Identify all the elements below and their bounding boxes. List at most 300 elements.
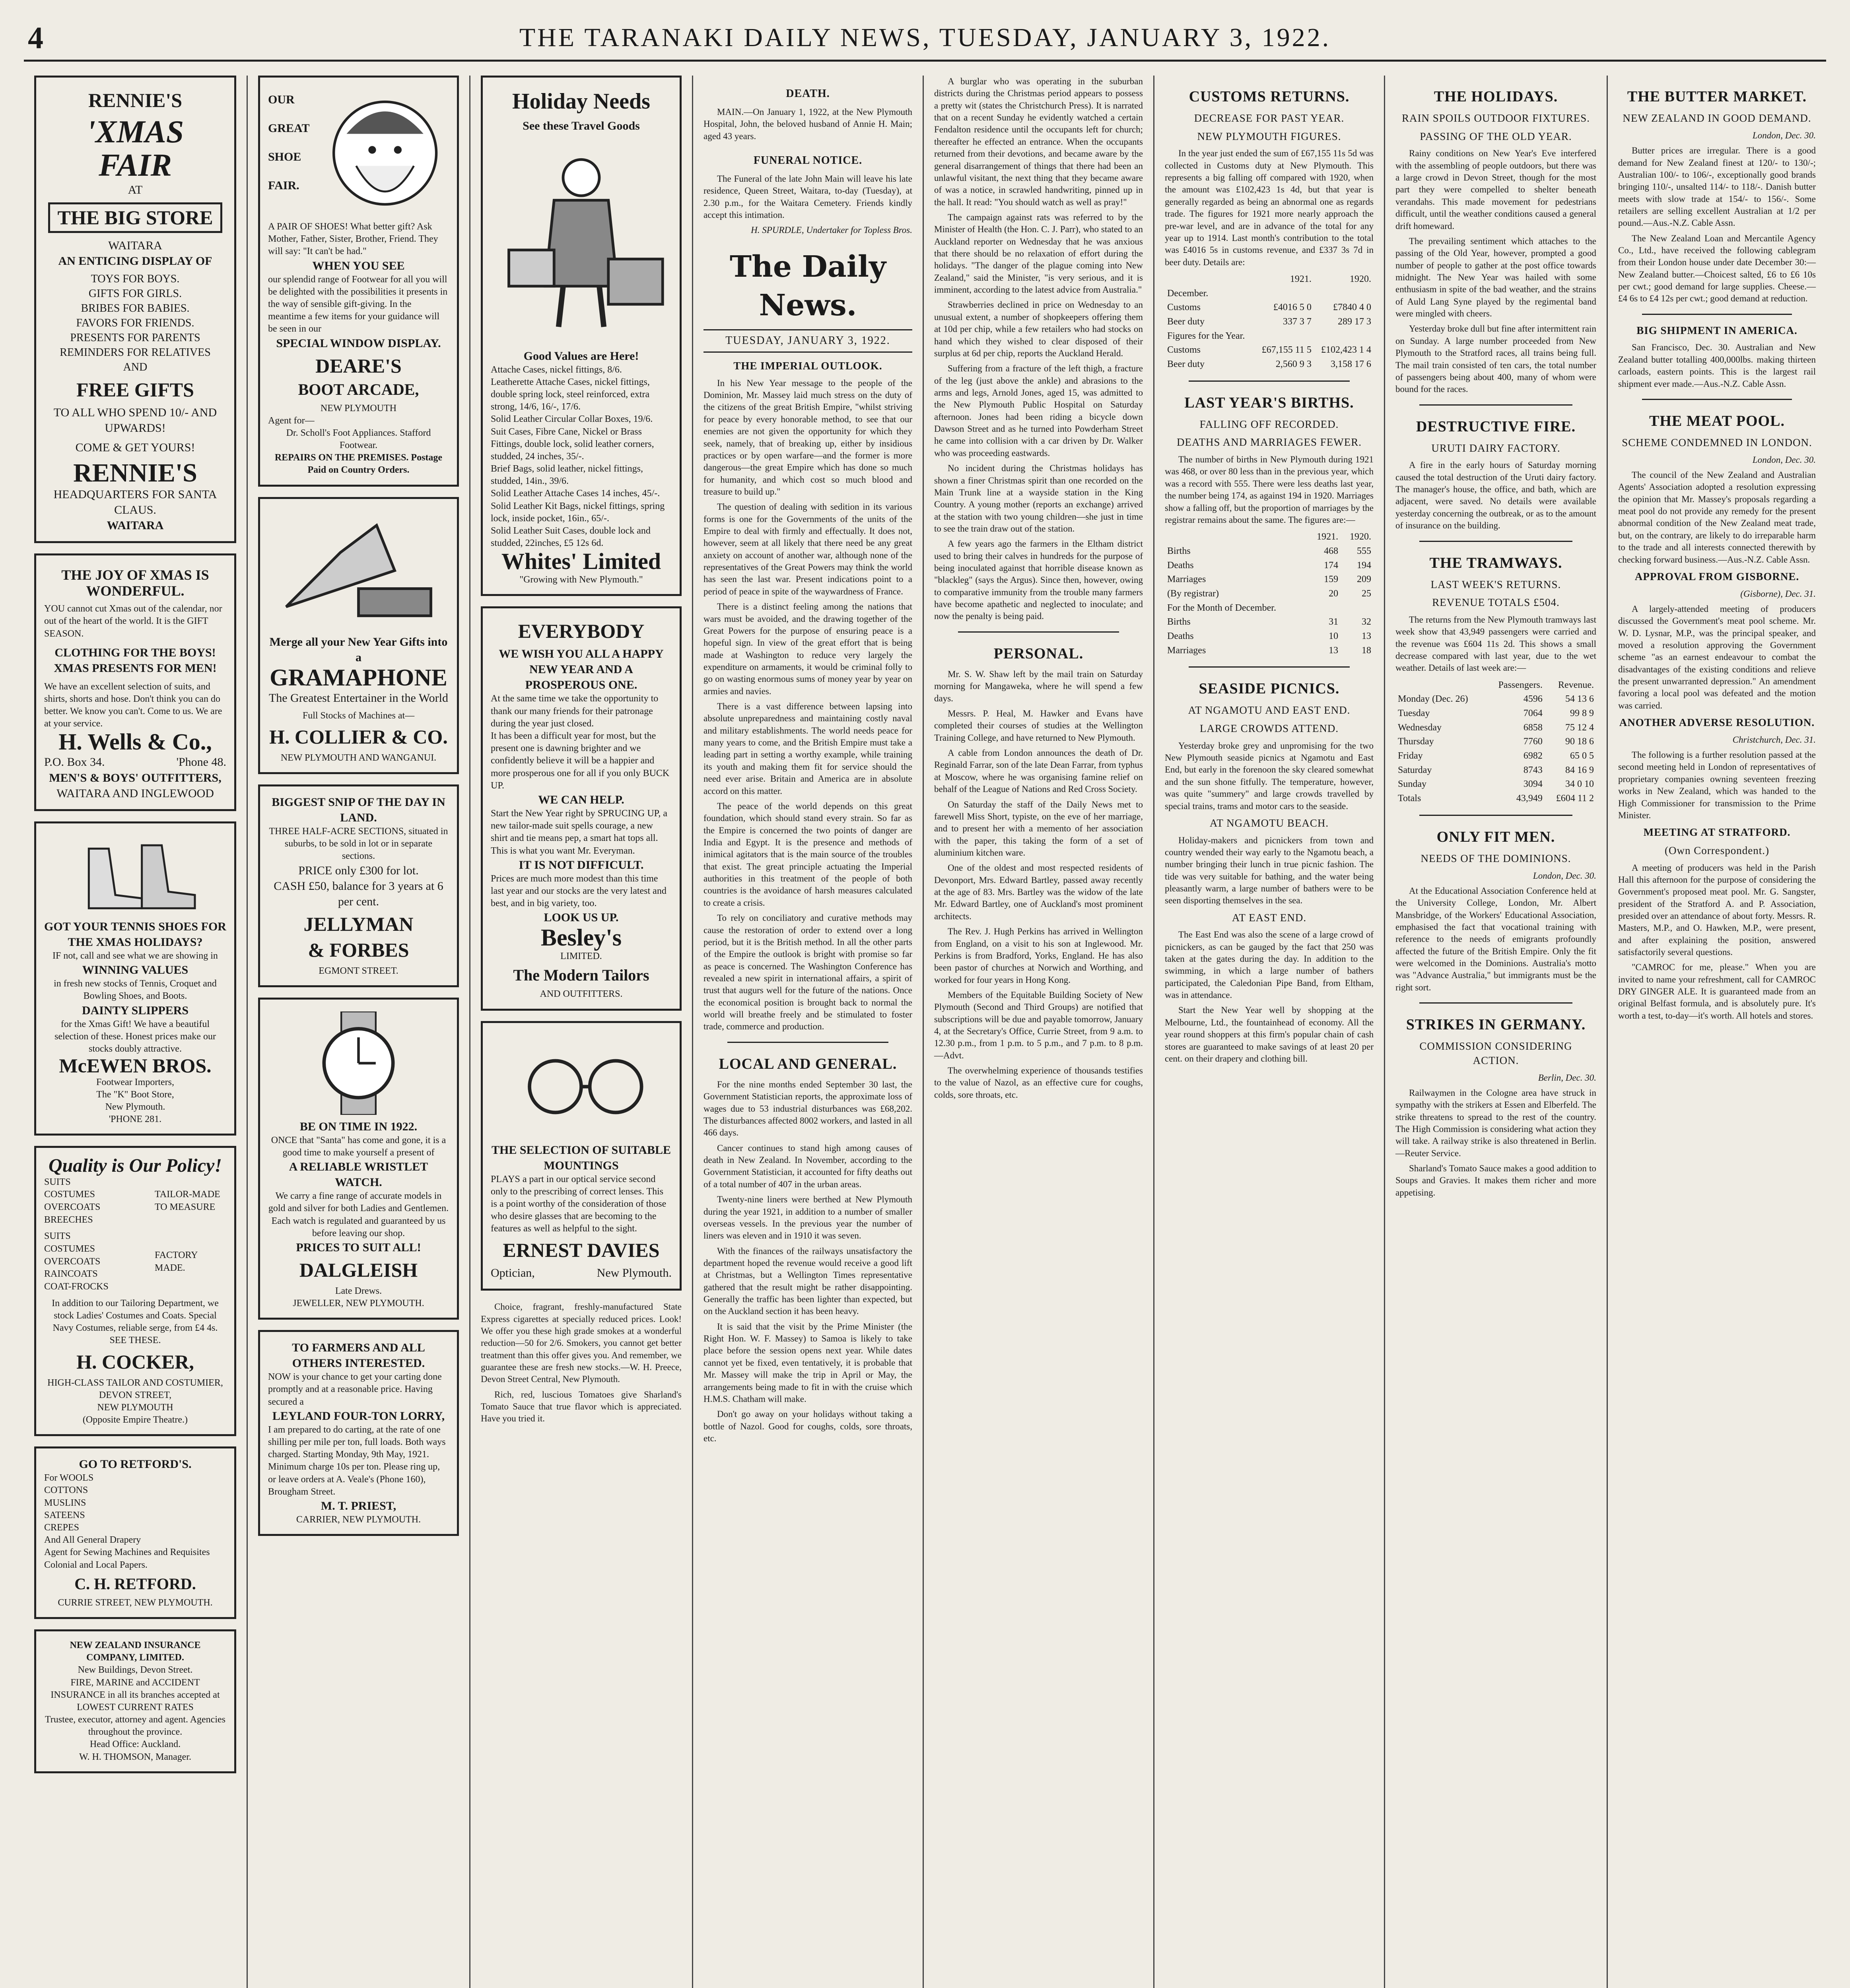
table-header: 1921.: [1290, 274, 1312, 284]
list-item: CREPES: [44, 1522, 80, 1533]
table-cell: 20: [1329, 588, 1339, 599]
retford-name: C. H. RETFORD.: [74, 1574, 196, 1593]
list-item: COSTUMES: [44, 1189, 95, 1200]
davies-ad: [481, 1021, 682, 1291]
santa-illustration: [321, 85, 449, 221]
table-cell: £67,155 11 5: [1261, 345, 1312, 355]
wells-address: P.O. Box 34.: [44, 755, 105, 769]
table-cell: (By registrar): [1167, 588, 1219, 599]
table-header: [1165, 530, 1308, 544]
masthead-title: THE TARANAKI DAILY NEWS, TUESDAY, JANUARY 3, 1922.: [519, 23, 1331, 52]
gramophone-illustration: [268, 511, 449, 630]
table-cell: Thursday: [1398, 736, 1434, 747]
paragraph: San Francisco, Dec. 30. Australian and New Zealand butter totalling 400,000lbs. making thirteen carloads, eastern points. This is the largest rail shipment ever made.—Aus.-N.Z. Cable Assn.: [1618, 342, 1816, 389]
lorry-name: M. T. PRIEST,: [321, 1499, 396, 1512]
divider: [1189, 666, 1350, 668]
paragraph: Twenty-nine liners were berthed at New Plymouth during the year 1921, in addition to a number of smaller overseas vessels. In the previous year the number of liners was eleven and in 1910 it was seven.: [703, 1194, 912, 1241]
table-row: [1165, 315, 1374, 329]
table-cell: 84 16 9: [1565, 765, 1594, 775]
paragraph: For the nine months ended September 30 last, the Government Statistician reports, the approximate loss of wages due to 53 industrial disturbances was £68,202. The disturbances affected 8002 workers, and lasted in all 466 days.: [703, 1079, 912, 1138]
paragraph: Sharland's Tomato Sauce makes a good addition to Soups and Gravies. It makes them richer and more appetising.: [1395, 1163, 1596, 1198]
rennie-big-name: RENNIE'S: [73, 458, 197, 487]
tramways-heading: THE TRAMWAYS.: [1429, 554, 1562, 571]
cocker-factory-made: FACTORY MADE.: [155, 1250, 198, 1273]
list-item: Solid Leather Attache Cases 14 inches, 45/-.: [491, 488, 660, 499]
table-cell: Wednesday: [1398, 722, 1442, 733]
jellyman-forbes: & FORBES: [308, 938, 409, 961]
davies-head: THE SELECTION OF SUITABLE MOUNTINGS: [492, 1143, 671, 1172]
table-cell: 3094: [1523, 779, 1543, 790]
paragraph: A cable from London announces the death of Dr. Reginald Farrar, son of the late Dean Farrar, from typhus at Moscow, where he was organising famine relief on behalf of the League of Nations and Red Cross Society.: [934, 748, 1143, 794]
paragraph: There is a distinct feeling among the nations that wars must be avoided, and the drawing together of the Great Powers for the purpose of ensuring peace is a hopeful sign. In view of the great effort that is being made at Washington to reduce very largely the expenditure on armaments, it would be criminal folly to go on wasting enormous sums of money year by year on armies and navies.: [703, 602, 912, 696]
deare-side: [268, 85, 321, 221]
list-item: Brief Bags, solid leather, nickel fittings, studded, 14in., 39/6.: [491, 464, 643, 487]
divider: [1419, 1002, 1572, 1004]
tramways-table: [1395, 678, 1596, 806]
rennie-to-all: TO ALL WHO SPEND 10/- AND UPWARDS!: [53, 406, 217, 435]
picnics-subheading-2: LARGE CROWDS ATTEND.: [1199, 722, 1339, 735]
table-row: [1165, 601, 1374, 615]
paragraph: Butter prices are irregular. There is a good demand for New Zealand finest at 120/- to 130/-; Australian 100/- to 106/-, exceptionally good brands bringing 110/-, unsalted 114/- to 118/-. Danish butter meets with slow trade at 154/- to 156/-. Some retailers are selling excellent Australian at 1/2 per pound.—Aus.-N.Z. Cable Assn.: [1618, 146, 1816, 228]
jellyman-body: THREE HALF-ACRE SECTIONS, situated in suburbs, to be sold in lot or in separate sections.: [269, 826, 448, 862]
cocker-tailor-made: TAILOR-MADE TO MEASURE: [155, 1189, 220, 1213]
lorry-item: LEYLAND FOUR-TON LORRY,: [272, 1409, 445, 1423]
table-row: [1165, 559, 1374, 573]
lorry-more: I am prepared to do carting, at the rate of one shilling per mile per ton, full loads. Both ways charged. Starting Monday, 9th May, 1921. Minimum charge 10s per ton. Please ring up, or leave orders at A. Veale's (Phone 160), Brougham Street.: [268, 1424, 446, 1497]
holidays-heading: THE HOLIDAYS.: [1434, 88, 1558, 105]
adverse-heading: ANOTHER ADVERSE RESOLUTION.: [1619, 716, 1815, 729]
table-header: 1921.: [1317, 532, 1339, 542]
page-number: 4: [28, 20, 43, 55]
table-cell: £4016 5 0: [1273, 302, 1312, 313]
rennie-fair: FAIR: [99, 148, 172, 183]
deare-name: DEARE'S: [315, 354, 402, 377]
wells-trade: MEN'S & BOYS' OUTFITTERS,: [49, 771, 222, 784]
table-cell: £102,423 1 4: [1321, 345, 1371, 355]
fit-men-heading: ONLY FIT MEN.: [1436, 828, 1555, 845]
paragraph: The overwhelming experience of thousands testifies to the value of Nazol, as an effective cure for coughs, colds, sore throats, etc.: [934, 1066, 1143, 1100]
table-cell: 337 3 7: [1283, 316, 1312, 327]
births-subheading: FALLING OFF RECORDED.: [1199, 418, 1339, 430]
meat-pool-subheading: SCHEME CONDEMNED IN LONDON.: [1622, 437, 1812, 449]
list-item: GIFTS FOR GIRLS.: [88, 287, 182, 300]
local-general-heading: LOCAL AND GENERAL.: [719, 1055, 897, 1072]
paragraph: The following is a further resolution passed at the second meeting held in London of representatives of proprietary companies owning seventeen freezing works in New Zealand, which was handed to the High Commissioner for transmission to the Prime Minister.: [1618, 750, 1816, 820]
mcewen-name: McEWEN BROS.: [59, 1054, 212, 1077]
deare-body: our splendid range of Footwear for all you will be delighted with the possibilities it presents in the way of sensible gift-giving. In the meantime a few items for your guidance will be seen in our: [268, 274, 448, 334]
mcewen-phone: 'PHONE 281.: [109, 1114, 162, 1125]
collier-brand: GRAMAPHONE: [270, 664, 447, 691]
table-cell: Tuesday: [1398, 708, 1430, 719]
table-row: [1395, 692, 1596, 707]
column-1: [24, 76, 247, 1988]
rennie-town2: WAITARA: [107, 518, 164, 532]
customs-table: [1165, 272, 1374, 372]
dalgleish-head: BE ON TIME IN 1922.: [299, 1120, 418, 1133]
births-table: [1165, 530, 1374, 658]
table-cell: Friday: [1398, 751, 1423, 761]
customs-subheading: DECREASE FOR PAST YEAR.: [1194, 112, 1345, 124]
table-cell: 468: [1324, 546, 1339, 556]
list-item: Suit Cases, Fibre Cane, Nickel or Brass Fittings, double lock, solid leather corners, studded, 24 inches, 35/-.: [491, 426, 654, 462]
table-cell: 555: [1357, 546, 1371, 556]
table-row: [1165, 644, 1374, 658]
paragraph: Cancer continues to stand high among causes of death in New Zealand. In November, according to the Government Statistician, it accounted for fifty deaths out of a total number of 407 in the urban areas.: [703, 1143, 912, 1189]
table-row: [1395, 735, 1596, 749]
paragraph: A few years ago the farmers in the Eltham district used to bring their calves in hundreds for the purpose of being inoculated against that horrible disease known as "blackleg" (says the Argus). Since then, however, owing to comparative immunity from the trouble many farmers have become apathetic and neglected to inoculate; and now the penalty is being paid.: [934, 539, 1143, 621]
paragraph: Members of the Equitable Building Society of New Plymouth (Second and Third Groups) are notified that subscriptions will be due and payable tomorrow, January 4, at the Secretary's Office, Currie Street, from 9 a.m. to 12.30 p.m., from 1 p.m. to 5 p.m., and 7 p.m. to 8 p.m.—Advt.: [934, 990, 1143, 1060]
column-4: [692, 76, 923, 1988]
cocker-opposite: (Opposite Empire Theatre.): [82, 1415, 188, 1425]
table-cell: 99 8 9: [1570, 708, 1594, 719]
mcewen-question: GOT YOUR TENNIS SHOES FOR THE XMAS HOLIDAYS?: [44, 920, 226, 949]
column-6: [1153, 76, 1384, 1988]
divider: [1419, 541, 1572, 542]
list-item: FAVORS FOR FRIENDS.: [76, 316, 194, 329]
divider: [727, 1042, 888, 1043]
davies-body: PLAYS a part in our optical service second only to the prescribing of correct lenses. This is a point worthy of the consideration of those who desire glasses that are becoming to the features as well as helpful to the sight.: [491, 1174, 667, 1234]
fire-subheading: URUTI DAIRY FACTORY.: [1431, 442, 1560, 454]
jellyman-name: JELLYMAN: [303, 912, 414, 935]
jellyman-ad: [258, 784, 459, 987]
paragraph: A meeting of producers was held in the Parish Hall this afternoon for the purpose of considering the Government's proposed meat pool. Mr. G. Sangster, president of the Stratford A. and P. Association, presided over an attendance of about forty. Messrs. R. Masters, M.P., and O. Hawken, M.P., were present, and after explaining the position, answered satisfactorily several questions.: [1618, 862, 1816, 957]
table-cell: 10: [1329, 631, 1339, 641]
table-cell: 4596: [1523, 694, 1543, 705]
deare-arcade: BOOT ARCADE,: [298, 380, 419, 398]
list-item: OVERCOATS: [44, 1256, 101, 1267]
besley-name: Besley's: [540, 924, 622, 951]
picnics-subheading: AT NGAMOTU AND EAST END.: [1188, 704, 1351, 716]
paragraph: Choice, fragrant, freshly-manufactured State Express cigarettes at specially reduced prices. Look! We offer you these high grade smokes at a wonderful reduction—50 for 2/6. Smokers, you cannot get better treatment than this offer gives you. And remember, we guarantee these are fresh new stocks.—W. H. Preece, Devon Street Central, New Plymouth.: [481, 1302, 682, 1384]
wells-ad: [34, 553, 236, 811]
births-heading: LAST YEAR'S BIRTHS.: [1184, 394, 1354, 411]
whites-ad: [481, 76, 682, 596]
wells-joy: THE JOY OF XMAS IS WONDERFUL.: [61, 567, 209, 599]
paragraph: There is a vast difference between lapsing into absolute unpreparedness and maintaining costly naval and military establishments. The world needs peace for many years to come, and the British Empire must take a leading part in setting a worthy example, while training its youth and making them fit for service should the need ever arise. Britain and America are in absolute accord on this matter.: [703, 701, 912, 796]
butter-heading: THE BUTTER MARKET.: [1627, 88, 1807, 105]
insurance-ad: [34, 1629, 236, 1773]
retford-street: CURRIE STREET, NEW PLYMOUTH.: [58, 1597, 213, 1608]
table-cell: Totals: [1398, 793, 1421, 804]
holidays-subheading-2: PASSING OF THE OLD YEAR.: [1420, 130, 1572, 142]
butter-subheading: NEW ZEALAND IN GOOD DEMAND.: [1623, 112, 1811, 124]
table-cell: 7064: [1523, 708, 1543, 719]
besley-body2: It has been a difficult year for most, but the present one is dawning brighter and we confidently believe it will be a happier and more prosperous one for all if you only BUCK UP.: [491, 731, 670, 791]
table-cell: 13: [1362, 631, 1371, 641]
paragraph: The returns from the New Plymouth tramways last week show that 43,949 passengers were carried and the revenue was £604 11s 2d. This shows a small decrease compared with last year, due to the wet weather. Details of last week are:—: [1395, 614, 1596, 673]
deare-lead: A PAIR OF SHOES! What better gift? Ask Mother, Father, Sister, Brother, Friend. They will say: "It can't be had.": [268, 221, 438, 257]
table-cell: 18: [1362, 645, 1371, 656]
wells-clothing: CLOTHING FOR THE BOYS! XMAS PRESENTS FOR MEN!: [54, 646, 217, 675]
undertaker: H. SPURDLE, Undertaker for Topless Bros.: [751, 225, 912, 235]
list-item: Solid Leather Circular Collar Boxes, 19/6.: [491, 414, 653, 425]
tramways-subheading: LAST WEEK'S RETURNS.: [1430, 578, 1561, 590]
rennie-hq: HEADQUARTERS FOR SANTA CLAUS.: [53, 487, 217, 516]
picnics-heading: SEASIDE PICNICS.: [1199, 680, 1340, 697]
besley-wish: WE WISH YOU ALL A HAPPY NEW YEAR AND A PROSPEROUS ONE.: [499, 647, 664, 692]
whites-good: Good Values are Here!: [523, 349, 639, 363]
funeral-notice: The Funeral of the late John Main will leave his late residence, Queen Street, Waitara, to-day (Tuesday), at 2.30 p.m., for the Waitara Cemetery. Friends kindly accept this intimation.: [703, 173, 912, 220]
list-item: FAIR.: [268, 179, 299, 192]
column-8: [1607, 76, 1826, 1988]
mcewen-ad: [34, 821, 236, 1136]
rennie-at: AT: [128, 183, 143, 196]
table-cell: 43,949: [1516, 793, 1543, 804]
dalgleish-name: DALGLEISH: [299, 1258, 418, 1281]
deare-town: NEW PLYMOUTH: [320, 403, 397, 414]
table-cell: 75 12 4: [1565, 722, 1594, 733]
dalgleish-range: We carry a fine range of accurate models in gold and silver for both Ladies and Gentlemen.: [268, 1191, 449, 1214]
list-item: GREAT: [268, 122, 310, 135]
jellyman-head: BIGGEST SNIP OF THE DAY IN LAND.: [272, 796, 445, 824]
personal-heading: PERSONAL.: [993, 645, 1084, 662]
customs-heading: CUSTOMS RETURNS.: [1189, 88, 1350, 105]
table-cell: Births: [1167, 546, 1191, 556]
collier-stocks: Full Stocks of Machines at—: [302, 710, 415, 721]
collier-name: H. COLLIER & CO.: [269, 725, 448, 748]
paragraph: Railwaymen in the Cologne area have struck in sympathy with the strikers at Essen and Elberfeld. The strike threatens to spread to the rest of the country. The High Commission is considering what action they will take. A railway strike is also threatened in Berlin.—Reuter Service.: [1395, 1087, 1596, 1158]
whites-slogan: "Growing with New Plymouth.": [519, 575, 643, 585]
table-cell: 6982: [1523, 751, 1543, 761]
lorry-ad: [258, 1330, 459, 1536]
insurance-address: New Buildings, Devon Street.: [78, 1665, 193, 1675]
divider: [1642, 314, 1792, 315]
births-subheading-2: DEATHS AND MARRIAGES FEWER.: [1176, 436, 1362, 448]
insurance-name: NEW ZEALAND INSURANCE COMPANY, LIMITED.: [70, 1640, 201, 1663]
whites-name: Whites' Limited: [501, 548, 661, 575]
table-row: [1395, 707, 1596, 721]
table-header-row: [1395, 678, 1596, 693]
lorry-body: NOW is your chance to get your carting done promptly and at a reasonable price. Having secured a: [268, 1372, 442, 1407]
table-cell: Figures for the Year.: [1167, 330, 1245, 341]
divider: [1419, 404, 1572, 406]
dalgleish-trade: JEWELLER, NEW PLYMOUTH.: [293, 1298, 424, 1309]
fit-men-subheading: NEEDS OF THE DOMINIONS.: [1421, 852, 1571, 864]
cocker-block-2: [44, 1230, 226, 1293]
whites-items: [491, 364, 672, 550]
paragraph: The council of the New Zealand and Australian Agents' Association adopted a resolution expressing the opinion that Mr. Massey's proposals regarding a meat pool do not provide any remedy for the present abnormal condition of the New Zealand meat trade, but, on the contrary, are likely to do irreparable harm to the trade and all interests connected therewith by checking forward business.—Aus.-N.Z. Cable Assn.: [1618, 470, 1816, 565]
collier-greatest: The Greatest Entertainer in the World: [268, 691, 449, 705]
whites-sub: See these Travel Goods: [523, 119, 640, 132]
column-5: [923, 76, 1153, 1988]
cocker-quality: Quality is Our Policy!: [48, 1155, 222, 1176]
list-item: COTTONS: [44, 1485, 88, 1496]
mcewen-winning: WINNING VALUES: [82, 963, 188, 977]
davies-town: New Plymouth.: [597, 1266, 672, 1279]
whites-head: Holiday Needs: [512, 89, 650, 114]
mcewen-stock: in fresh new stocks of Tennis, Croquet and Bowling Shoes, and Boots.: [54, 978, 217, 1002]
fire-heading: DESTRUCTIVE FIRE.: [1416, 418, 1576, 435]
rennie-free-gifts: FREE GIFTS: [76, 378, 194, 401]
mcewen-boot-store: The "K" Boot Store,: [96, 1089, 174, 1100]
table-cell: [1255, 287, 1314, 301]
wells-name: H. Wells & Co.,: [58, 729, 212, 755]
table-cell: 2,560 9 3: [1275, 359, 1312, 370]
table-cell: 209: [1357, 574, 1371, 585]
table-cell: Births: [1167, 617, 1191, 627]
paragraph: Yesterday broke grey and unpromising for the two New Plymouth seaside picnics at Ngamotu and East End, but early in the forenoon the sky cleared somewhat and the sun shone fitfully. The temperature, however, was quite "summery" and large crowds travelled by special trains, trams and motor cars to the seaside.: [1165, 740, 1374, 811]
picnics-east-end-heading: AT EAST END.: [1232, 911, 1307, 924]
gisborne-heading: APPROVAL FROM GISBORNE.: [1634, 570, 1799, 582]
list-item: SUITS: [44, 1176, 71, 1187]
paragraph: The New Zealand Loan and Mercantile Agency Co., Ltd., have received the following cablegram from their London house under date December 30:—New Zealand butter.—Choicest salted, £6 to £6 10s per cwt.; good demand for large supplies. Cheese.—£4 6s to £4 12s per cwt.; good demand at reduction.: [1618, 233, 1816, 304]
table-cell: £7840 4 0: [1333, 302, 1371, 313]
paragraph: With the finances of the railways unsatisfactory the department hoped the revenue would receive a good lift at Christmas, but a Wellington Times representative gathered that the result might be rather disappointing. Generally the traffic has been lighter than expected, but on the Auckland section it has been heavy.: [703, 1246, 912, 1316]
death-heading: DEATH.: [786, 87, 830, 100]
wells-contacts: [44, 754, 226, 770]
adverse-dateline: Christchurch, Dec. 31.: [1732, 734, 1816, 745]
davies-name: ERNEST DAVIES: [503, 1239, 660, 1261]
paragraph: Don't go away on your holidays without taking a bottle of Nazol. Good for coughs, colds, sore throats, etc.: [703, 1409, 912, 1443]
picnics-ngamotu-heading: AT NGAMOTU BEACH.: [1209, 817, 1329, 829]
rennie-name: RENNIE'S: [88, 89, 183, 111]
shipment-heading: BIG SHIPMENT IN AMERICA.: [1636, 324, 1798, 336]
besley-look: LOOK US UP.: [544, 911, 619, 924]
table-cell: [1341, 601, 1374, 615]
dalgleish-item: A RELIABLE WRISTLET WATCH.: [289, 1160, 428, 1189]
holidays-subheading: RAIN SPOILS OUTDOOR FIXTURES.: [1401, 112, 1590, 124]
list-item: PRESENTS FOR PARENTS: [70, 331, 200, 344]
paragraph: Rainy conditions on New Year's Eve interfered with the assembling of people outdoors, but there was a large crowd in Devon Street, though for the most part they were compelled to shelter beneath verandahs. This made movement for pedestrians difficult, until the weather conditions caused a general drift homeward.: [1395, 148, 1596, 231]
mcewen-gift: for the Xmas Gift! We have a beautiful selection of these. Honest prices make our stocks doubly attractive.: [54, 1019, 216, 1054]
paragraph: In his New Year message to the people of the Dominion, Mr. Massey laid much stress on the duty of the citizens of the great British Empire, "whilst striving for peace by every honorable method, to see that our enemies are not given the opportunity for which they seek, namely, that of breaking up, either by insidious practices or by open warfare—and the former is more dangerous—the great Empire which has done so much for humanity, and which cost so much blood and treasure to build up.": [703, 378, 912, 497]
gisborne-dateline: (Gisborne), Dec. 31.: [1740, 588, 1816, 599]
mcewen-importers: Footwear Importers,: [96, 1077, 174, 1087]
besley-limited: LIMITED.: [560, 951, 602, 962]
funeral-heading: FUNERAL NOTICE.: [753, 154, 863, 167]
list-item: SUITS: [44, 1231, 71, 1242]
table-row: [1395, 721, 1596, 735]
table-cell: 3,158 17 6: [1331, 359, 1371, 370]
divider: [1642, 399, 1792, 400]
table-row: [1395, 763, 1596, 778]
table-cell: Deaths: [1167, 631, 1194, 641]
dalgleish-late: Late Drews.: [335, 1285, 382, 1296]
table-cell: [1308, 601, 1341, 615]
newspaper-nameplate: The Daily News.: [729, 249, 886, 323]
insurance-manager: W. H. THOMSON, Manager.: [79, 1751, 191, 1762]
table-cell: [1314, 329, 1374, 344]
cocker-town: NEW PLYMOUTH: [97, 1402, 173, 1413]
strikes-subheading: COMMISSION CONSIDERING ACTION.: [1419, 1040, 1572, 1066]
list-item: Colonial and Local Papers.: [44, 1559, 148, 1570]
table-cell: [1314, 287, 1374, 301]
paragraph: Start the New Year well by shopping at the Melbourne, Ltd., the fountainhead of economy. All the year round shoppers at this firm's popular chain of cash stores are guaranteed to make savings of at least 20 per cent. on their drapery and clothing bill.: [1165, 1005, 1374, 1064]
table-header: [1395, 678, 1486, 693]
deare-agent: Agent for—: [268, 415, 315, 426]
list-item: SATEENS: [44, 1510, 85, 1520]
cocker-street: DEVON STREET,: [99, 1390, 172, 1400]
besley-start: Start the New Year right by SPRUCING UP, a new tailor-made suit spells courage, a new shirt and tie means pep, a smart hat tops all. This is what you want Mr. Everyman.: [491, 808, 667, 856]
strikes-heading: STRIKES IN GERMANY.: [1406, 1016, 1586, 1033]
wells-towns: WAITARA AND INGLEWOOD: [56, 786, 214, 800]
paragraph: One of the oldest and most respected residents of Devonport, Mrs. Edward Bartley, passed away recently at the age of 83. Mrs. Bartley was the widow of the late Mr. Edward Bartley, one of Auckland's most prominent architects.: [934, 863, 1143, 921]
table-row: [1395, 749, 1596, 763]
table-cell: 7760: [1523, 736, 1543, 747]
column-2: [247, 76, 469, 1988]
editorial-date: TUESDAY, JANUARY 3, 1922.: [703, 329, 912, 353]
divider: [958, 631, 1119, 633]
optician-illustration: [491, 1035, 672, 1138]
dalgleish-prices: PRICES TO SUIT ALL!: [296, 1241, 421, 1254]
table-cell: 54 13 6: [1565, 694, 1594, 705]
cocker-addition: In addition to our Tailoring Department, we stock Ladies' Costumes and Coats. Special Navy Costumes, reliable serge, from £4 4s. SEE THESE.: [52, 1298, 219, 1346]
dalgleish-body: ONCE that "Santa" has come and gone, it is a good time to make yourself a present of: [271, 1135, 446, 1158]
rennie-ad: [34, 76, 236, 543]
paragraph: A burglar who was operating in the suburban districts during the Christmas period appears to possess a pretty wit (states the Christchurch Press). It is narrated that on a recent Sunday he evidently watched a certain Fendalton residence until the occupants left for church; thereafter he effected an entrance. When the occupants returned from their devotions, and became aware by the general disarrangement of things that there had been an unlawful visitant, the next thing that they became aware of was a notice, in scrawled handwriting, pinned up in the hall. It read: "You should watch as well as pray!": [934, 76, 1143, 207]
paragraph: A fire in the early hours of Saturday morning caused the total destruction of the Uruti dairy factory. The manager's house, the office, and bath, which are adjacent, were saved. No details were available yesterday concerning the outbreak, or as to the amount of insurance on the building.: [1395, 460, 1596, 531]
mcewen-dainty: DAINTY SLIPPERS: [82, 1004, 189, 1017]
table-cell: Customs: [1167, 302, 1201, 313]
death-notice: MAIN.—On January 1, 1922, at the New Plymouth Hospital, John, the beloved husband of Annie H. Main; aged 43 years.: [703, 107, 912, 141]
table-cell: 194: [1357, 560, 1371, 571]
table-cell: 289 17 3: [1338, 316, 1371, 327]
list-item: For WOOLS: [44, 1473, 94, 1483]
table-cell: Beer duty: [1167, 359, 1205, 370]
list-item: COSTUMES: [44, 1244, 95, 1254]
table-row: [1395, 792, 1596, 806]
table-header: Revenue.: [1558, 679, 1594, 690]
paragraph: The Rev. J. Hugh Perkins has arrived in Wellington from England, on a visit to his son at Inglewood. Mr. Perkins is from Bradford, Yorks, England. He has also been pastor of churches at Norwich and Worthing, and worked for four years in Hong Kong.: [934, 926, 1143, 985]
table-row: [1165, 544, 1374, 559]
table-cell: December.: [1167, 288, 1209, 299]
paragraph: Suffering from a fracture of the left thigh, a fracture of the leg (just above the ankle) and abrasions to the arms and legs, Arnold Jones, aged 15, was admitted to the New Plymouth Public Hospital on Saturday afternoon. Jones had been riding a bicycle down Dawson Street and as he turned into Powderham Street he came into collision with a car driven by Dr. Walker who was proceeding eastwards.: [934, 363, 1143, 458]
paragraph: The peace of the world depends on this great foundation, which should stand every strain. So far as the Empire is concerned the two points of danger are India and Egypt. It is the presence and methods of inimical agitators that is the main source of the troubles that exist. The great principle actuating the Imperial authorities in this treatment of the people of both countries is the avoidance of harsh measures calculated to create a crisis.: [703, 801, 912, 908]
leader-heading: THE IMPERIAL OUTLOOK.: [733, 360, 882, 372]
paragraph: Messrs. P. Heal, M. Hawker and Evans have completed their courses of studies at the Wellington Training College, and have returned to New Plymouth.: [934, 709, 1143, 743]
besley-body: At the same time we take the opportunity to thank our many friends for their patronage during the year just closed.: [491, 693, 659, 729]
deare-top: [268, 85, 449, 221]
table-header: 1920.: [1350, 532, 1371, 542]
strikes-dateline: Berlin, Dec. 30.: [1538, 1072, 1596, 1083]
table-cell: Sunday: [1398, 779, 1426, 790]
table-header: [1165, 272, 1255, 287]
paragraph: The number of births in New Plymouth during 1921 was 468, or over 80 less than in the previous year, which was a record with 555. There were less deaths last year, the number being 174, as against 194 in 1920. Marriages show a falling off, but the proportion of marriages by the registrar remains about the same. The figures are:—: [1165, 454, 1374, 525]
customs-subheading-2: NEW PLYMOUTH FIGURES.: [1197, 130, 1341, 142]
paragraph: Mr. S. W. Shaw left by the mail train on Saturday morning for Mangaweka, where he will spend a few days.: [934, 669, 1143, 703]
butter-dateline: London, Dec. 30.: [1752, 130, 1816, 140]
insurance-trustee: Trustee, executor, attorney and agent. Agencies throughout the province.: [45, 1714, 225, 1738]
besley-tailors: The Modern Tailors: [513, 966, 649, 984]
table-cell: Saturday: [1398, 765, 1432, 775]
stratford-heading: MEETING AT STRATFORD.: [1643, 826, 1791, 839]
rennie-xmas: 'XMAS: [86, 115, 184, 149]
table-cell: 32: [1362, 617, 1371, 627]
paragraph: The campaign against rats was referred to by the Minister of Health (the Hon. C. J. Parr), who stated to an Auckland reporter on Wednesday that he was anxious that there should be no relaxation of effort during the holidays. "The danger of the plague coming into New Zealand," said the Minister, "is very serious, and it is imminent, according to the latest advice from Australia.": [934, 212, 1143, 295]
list-item: BRIBES FOR BABIES.: [81, 302, 190, 315]
list-item: OVERCOATS: [44, 1202, 101, 1213]
wells-phone: 'Phone 48.: [176, 755, 226, 769]
rennie-come: COME & GET YOURS!: [75, 441, 195, 454]
list-item: TOYS FOR BOYS.: [91, 273, 180, 285]
table-cell: 31: [1329, 617, 1339, 627]
cocker-block-1: [44, 1176, 226, 1227]
paragraph: On Saturday the staff of the Daily News met to farewell Miss Short, typiste, on the eve of her marriage, and to present her with a memento of her association with the paper, this taking the form of a set of aluminium kitchen ware.: [934, 799, 1143, 858]
table-cell: Beer duty: [1167, 316, 1205, 327]
dalgleish-ad: [258, 998, 459, 1320]
besley-ad: [481, 606, 682, 1010]
besley-outfitters: AND OUTFITTERS.: [540, 989, 623, 1000]
paragraph: The question of dealing with sedition in its various forms is one for the Governments of the units of the Empire to deal with firmly and effectually. It does not, however, seem at all likely that there need be any great anxiety on account of another war, although none of the representatives of the Great Powers may think the world has seen the last war. Present indications point to a period of peace in spite of the waywardness of France.: [703, 502, 912, 596]
fit-men-dateline: London, Dec. 30.: [1533, 870, 1596, 881]
table-cell: 174: [1324, 560, 1339, 571]
divider: [1419, 815, 1572, 816]
stratford-subheading: (Own Correspondent.): [1665, 844, 1769, 856]
retford-ad: [34, 1446, 236, 1619]
wells-excellent: We have an excellent selection of suits, and shirts, shorts and hose. Don't think you can do better. We know you can't. Come to us. We are at your service.: [44, 681, 222, 729]
table-row: [1165, 587, 1374, 601]
list-item: MUSLINS: [44, 1497, 86, 1508]
